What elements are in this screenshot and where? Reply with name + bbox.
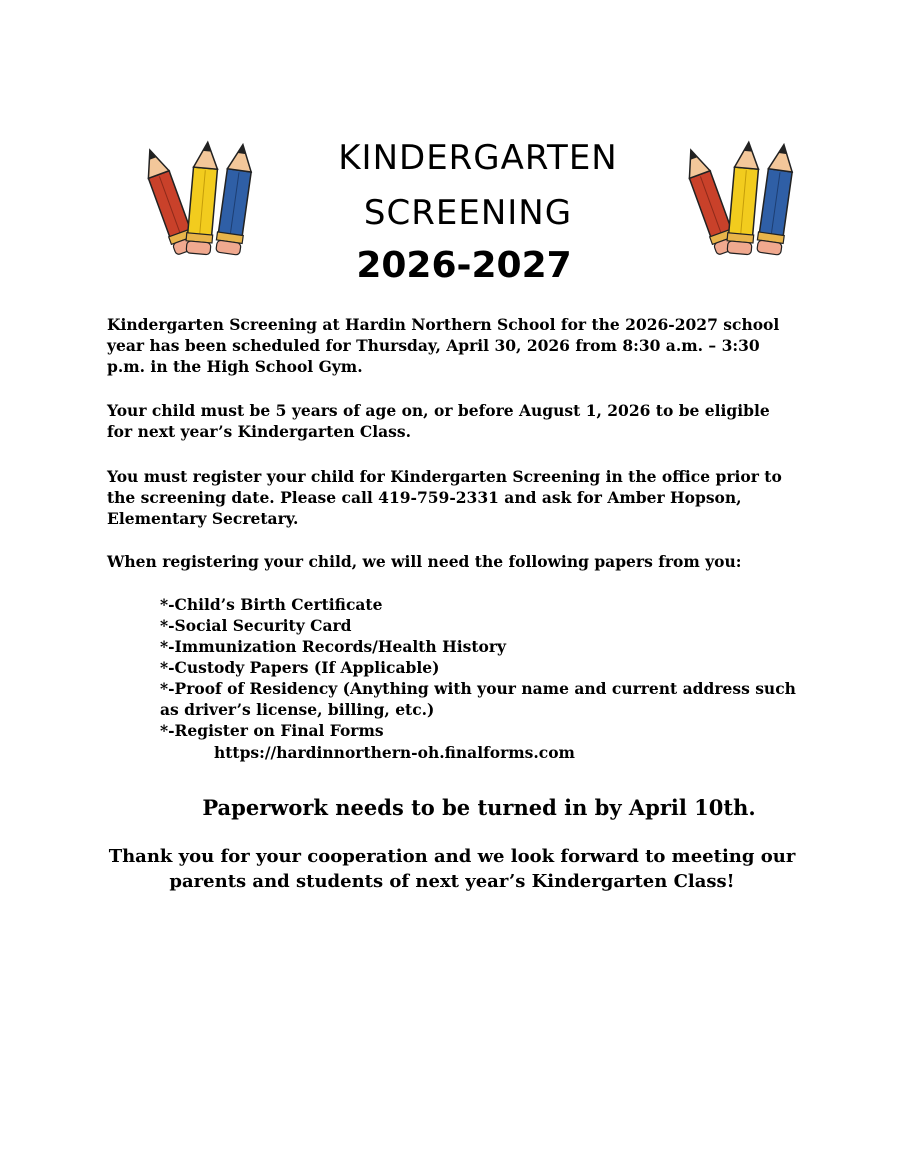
school-year-heading: 2026-2027 [356, 245, 572, 286]
screening-date-paragraph: Kindergarten Screening at Hardin Northern School for the 2026-2027 school year has been scheduled for Thursday, April 30, 2026 from 8:30 a.m. – 3:30 p.m. in the High School Gym. [107, 315, 780, 376]
papers-intro-paragraph: When registering your child, we will need the following papers from you: [107, 552, 742, 571]
list-item: *-Immunization Records/Health History [160, 637, 507, 656]
list-item: *-Social Security Card [160, 616, 352, 635]
required-papers-list [160, 594, 800, 741]
closing-message: Thank you for your cooperation and we look forward to meeting our parents and students of next year’s Kindergarten Class! [108, 846, 796, 892]
page-title-line-1: KINDERGARTEN [338, 138, 618, 178]
page-title-line-2: SCREENING [363, 193, 573, 233]
paperwork-deadline: Paperwork needs to be turned in by April 10th. [202, 795, 756, 820]
final-forms-link[interactable]: https://hardinnorthern-oh.finalforms.com [214, 743, 575, 762]
age-eligibility-paragraph: Your child must be 5 years of age on, or before August 1, 2026 to be eligible for next year’s Kindergarten Class. [107, 401, 770, 441]
list-item: *-Custody Papers (If Applicable) [160, 658, 440, 677]
list-item: *-Child’s Birth Certificate [160, 595, 383, 614]
registration-paragraph: You must register your child for Kindergarten Screening in the office prior to the screening date. Please call 419-759-2331 and ask for Amber Hopson, Elementary Secretary. [107, 467, 782, 528]
list-item: *-Proof of Residency (Anything with your name and current address such as driver’s license, billing, etc.) [160, 679, 796, 719]
list-item: *-Register on Final Forms [160, 721, 384, 740]
